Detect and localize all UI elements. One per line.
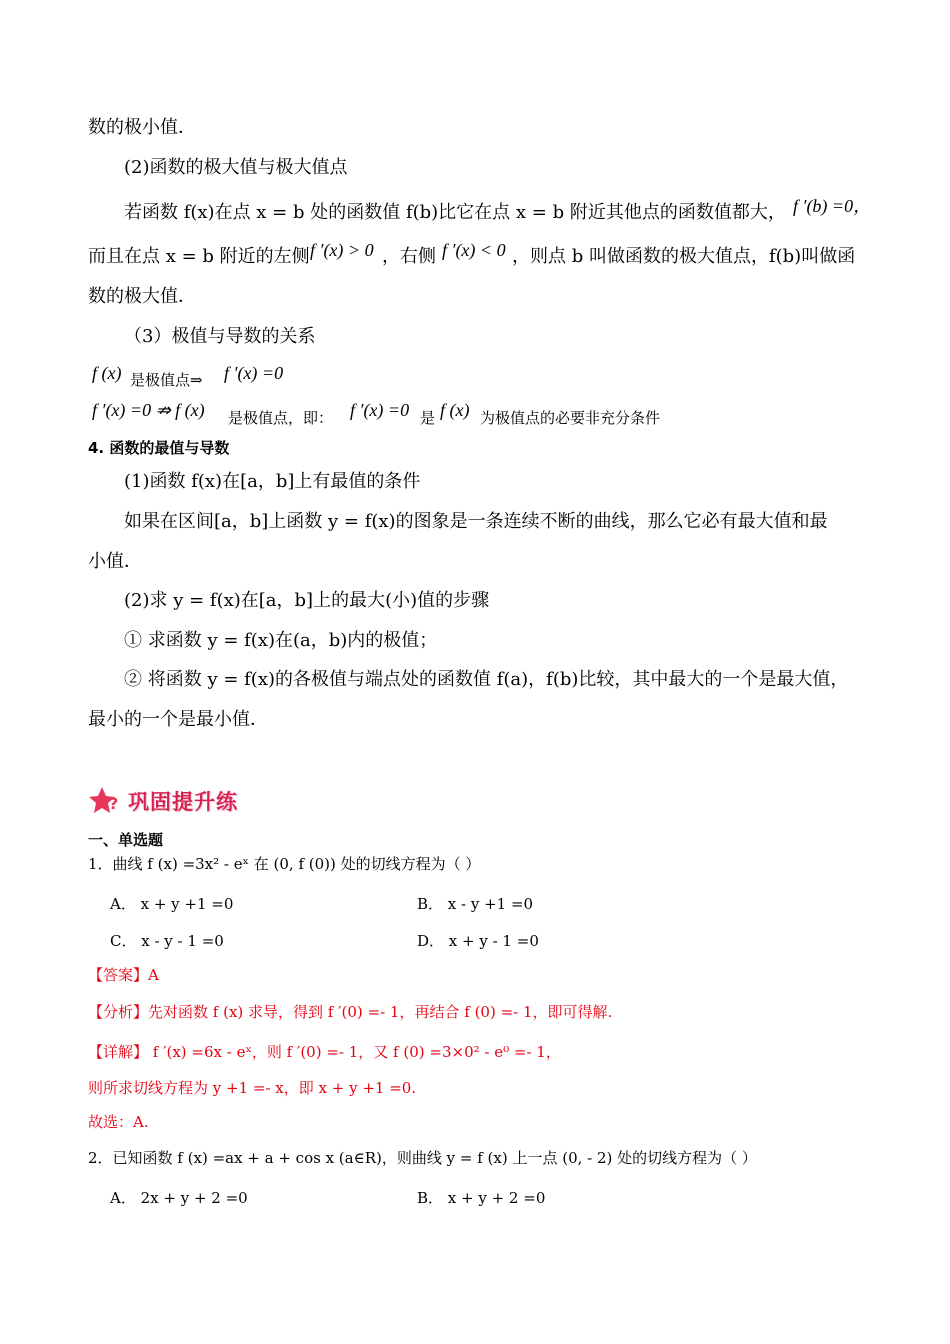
- text-line: 是: [420, 409, 436, 427]
- choice-line: 故选：A.: [88, 1113, 149, 1131]
- section-header: [88, 784, 238, 818]
- text-line: 为极值点的必要非充分条件: [480, 409, 661, 427]
- text-line: 数的极大值．: [88, 286, 196, 307]
- text-line: 而且在点 x = b 附近的左侧: [88, 246, 310, 267]
- math-expr: f ′(x) > 0: [310, 240, 374, 260]
- text-line: 如果在区间[a，b]上函数 y = f(x)的图象是一条连续不断的曲线，那么它必有最大值和最: [124, 511, 828, 532]
- math-expr: f (x): [440, 400, 470, 420]
- text-line: 若函数 f(x)在点 x = b 处的函数值 f(b)比它在点 x = b 附近其他点的函数值都大，: [124, 202, 786, 223]
- option-c: C． x - y - 1 =0: [110, 932, 224, 950]
- text-line: ，则点 b 叫做函数的极大值点，f(b)叫做函: [512, 246, 856, 267]
- text-line: (2)函数的极大值与极大值点: [124, 157, 348, 178]
- part-heading: 一、单选题: [88, 831, 164, 849]
- text-line: 小值．: [88, 551, 142, 572]
- math-expr: f ′(x) =0: [224, 363, 284, 383]
- option-b: B． x + y + 2 =0: [417, 1189, 546, 1207]
- option-a: A． x + y +1 =0: [110, 895, 234, 913]
- option-d: D． x + y - 1 =0: [417, 932, 539, 950]
- option-b: B． x - y +1 =0: [417, 895, 534, 913]
- text-line: (1)函数 f(x)在[a，b]上有最值的条件: [124, 471, 421, 492]
- text-line: 最小的一个是最小值．: [88, 709, 268, 730]
- text-line: ② 将函数 y = f(x)的各极值与端点处的函数值 f(a)，f(b)比较，其中最大的一个是最大值，: [124, 669, 849, 690]
- text-line: ，右侧: [382, 246, 436, 267]
- detail-line: 【详解】 f ′(x) =6x - eˣ，则 f ′(0) =- 1，又 f (0) =3×0² - e⁰ =- 1，: [88, 1043, 561, 1061]
- math-expr: f ′(x) =0 ⇏ f (x): [92, 400, 205, 420]
- section-heading: 4. 函数的最值与导数: [88, 439, 230, 457]
- analysis-line: 【分析】先对函数 f (x) 求导，得到 f ′(0) =- 1，再结合 f (0) =- 1，即可得解.: [88, 1003, 613, 1021]
- star-icon: [88, 785, 122, 817]
- text-line: ① 求函数 y = f(x)在(a，b)内的极值；: [124, 630, 438, 651]
- option-a: A． 2x + y + 2 =0: [110, 1189, 248, 1207]
- answer-line: 【答案】A: [88, 966, 159, 984]
- svg-text:?: ?: [109, 794, 119, 813]
- section-title: 巩固提升练: [128, 790, 238, 814]
- text-line: (2)求 y = f(x)在[a，b]上的最大(小)值的步骤: [124, 590, 490, 611]
- text-line: （3）极值与导数的关系: [124, 326, 316, 347]
- text-line: 是极值点，即：: [228, 409, 334, 427]
- math-expr: f ′(b) =0，: [793, 196, 872, 216]
- math-expr: f ′(x) =0: [350, 400, 410, 420]
- question-stem: 1．曲线 f (x) =3x² - eˣ 在 (0, f (0)) 处的切线方程为（ ）: [88, 855, 481, 873]
- text-line: 是极值点⇒: [130, 371, 203, 389]
- text-line: 数的极小值．: [88, 117, 196, 138]
- question-stem: 2．已知函数 f (x) =ax + a + cos x (a∈R)，则曲线 y = f (x) 上一点 (0, - 2) 处的切线方程为（ ）: [88, 1149, 757, 1167]
- detail-line: 则所求切线方程为 y +1 =- x，即 x + y +1 =0.: [88, 1079, 417, 1097]
- math-expr: f ′(x) < 0: [442, 240, 506, 260]
- math-expr: f (x): [92, 363, 122, 383]
